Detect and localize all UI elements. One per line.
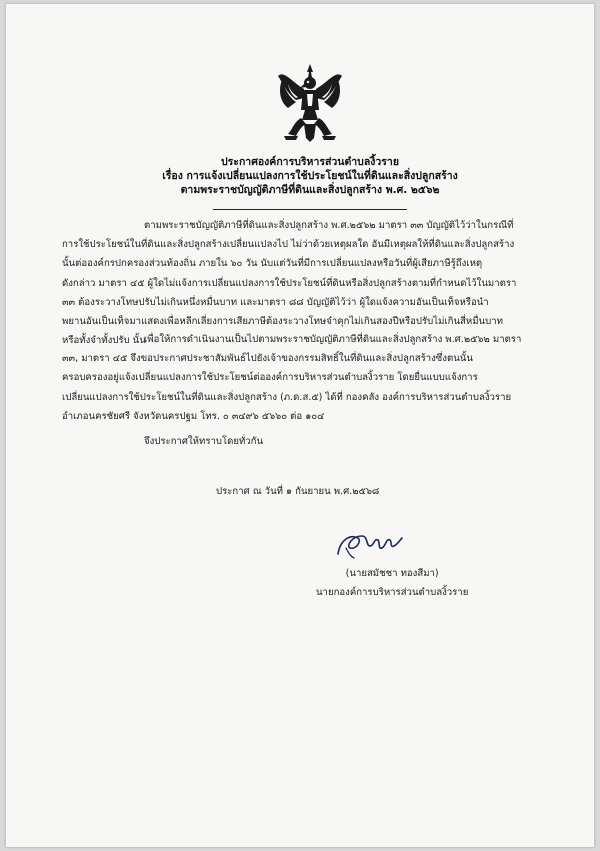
paragraph-line: พยานอันเป็นเท็จมาแสดงเพื่อหลีกเลี่ยงการเสียภาษีต้องระวางโทษจำคุกไม่เกินสองปีหรือปรับไม่เกินสี่หมื่นบาท — [62, 315, 503, 327]
document-page — [6, 4, 594, 847]
paragraph-line: ดังกล่าว มาตรา ๔๕ ผู้ใดไม่แจ้งการเปลี่ยนแปลงการใช้ประโยชน์ที่ดินหรือสิ่งปลูกสร้างตามที่กำหนดไว้ในมาตรา — [62, 277, 517, 289]
paragraph-line: เพื่อให้การดำเนินงานเป็นไปตามพระราชบัญญัติภาษีที่ดินและสิ่งปลูกสร้าง พ.ศ.๒๕๖๒ มาตรา — [144, 334, 522, 345]
signer-name: (นายสมัชชา ทองสีมา) — [345, 568, 439, 579]
paragraph-line: เปลี่ยนแปลงการใช้ประโยชน์ในที่ดินและสิ่งปลูกสร้าง (ภ.ด.ส.๕) ได้ที่ กองคลัง องค์การบริหารส่วนตำบลงิ้วราย — [62, 391, 512, 403]
signer-title: นายกองค์การบริหารส่วนตำบลงิ้วราย — [316, 587, 469, 598]
paragraph-line: ๓๓ ต้องระวางโทษปรับไม่เกินหนึ่งหมื่นบาท และมาตรา ๘๘ บัญญัติไว้ว่า ผู้ใดแจ้งความอันเป็นเท็จหรือนำ — [62, 296, 489, 308]
issuer-title: ประกาศองค์การบริหารส่วนตำบลงิ้วราย — [221, 156, 399, 168]
paragraph-instructions — [62, 330, 566, 426]
subject-title: เรื่อง การแจ้งเปลี่ยนแปลงการใช้ประโยชน์ในที่ดินและสิ่งปลูกสร้าง — [162, 170, 458, 182]
announcement-date: ประกาศ ณ วันที่ ๑ กันยายน พ.ศ.๒๕๖๘ — [216, 486, 380, 497]
paragraph-line: อำเภอนครชัยศรี จังหวัดนครปฐม โทร. ๐ ๓๔๙๖ ๕๖๖๐ ต่อ ๑๐๔ — [62, 410, 325, 422]
paragraph-line: นั้นต่อองค์กรปกครองส่วนท้องถิ่น ภายใน ๖๐ วัน นับแต่วันที่มีการเปลี่ยนแปลงหรือวันที่ผู้เสียภาษีรู้ถึงเหตุ — [62, 258, 483, 270]
paragraph-closing — [62, 432, 566, 451]
closing-line: จึงประกาศให้ทราบโดยทั่วกัน — [144, 436, 264, 447]
paragraph-line: ตามพระราชบัญญัติภาษีที่ดินและสิ่งปลูกสร้าง พ.ศ.๒๕๖๒ มาตรา ๓๓ บัญญัติไว้ว่าในกรณีที่ — [144, 220, 514, 231]
signer-block — [316, 564, 468, 602]
handwritten-signature — [332, 528, 406, 562]
heading-divider — [213, 209, 407, 210]
paragraph-line: หรือทั้งจำทั้งปรับ นั้น — [62, 335, 146, 347]
paragraph-line: การใช้ประโยชน์ในที่ดินและสิ่งปลูกสร้างเปลี่ยนแปลงไป ไม่ว่าด้วยเหตุผลใด อันมีเหตุผลให้ที่ดินและสิ่งปลูกสร้าง — [62, 239, 515, 251]
law-reference-title: ตามพระราชบัญญัติภาษีที่ดินและสิ่งปลูกสร้าง พ.ศ. ๒๕๖๒ — [180, 184, 440, 196]
garuda-emblem-icon — [274, 62, 346, 144]
paragraph-line: ๓๓, มาตรา ๔๕ จึงขอประกาศประชาสัมพันธ์ไปยังเจ้าของกรรมสิทธิ์ในที่ดินและสิ่งปลูกสร้างซึ่งตนนั้น — [62, 353, 473, 365]
paragraph-line: ครอบครองอยู่แจ้งเปลี่ยนแปลงการใช้ประโยชน์ต่อองค์การบริหารส่วนตำบลงิ้วราย โดยยื่นแบบแจ้งการ — [62, 372, 478, 384]
announcement-heading — [106, 155, 514, 197]
